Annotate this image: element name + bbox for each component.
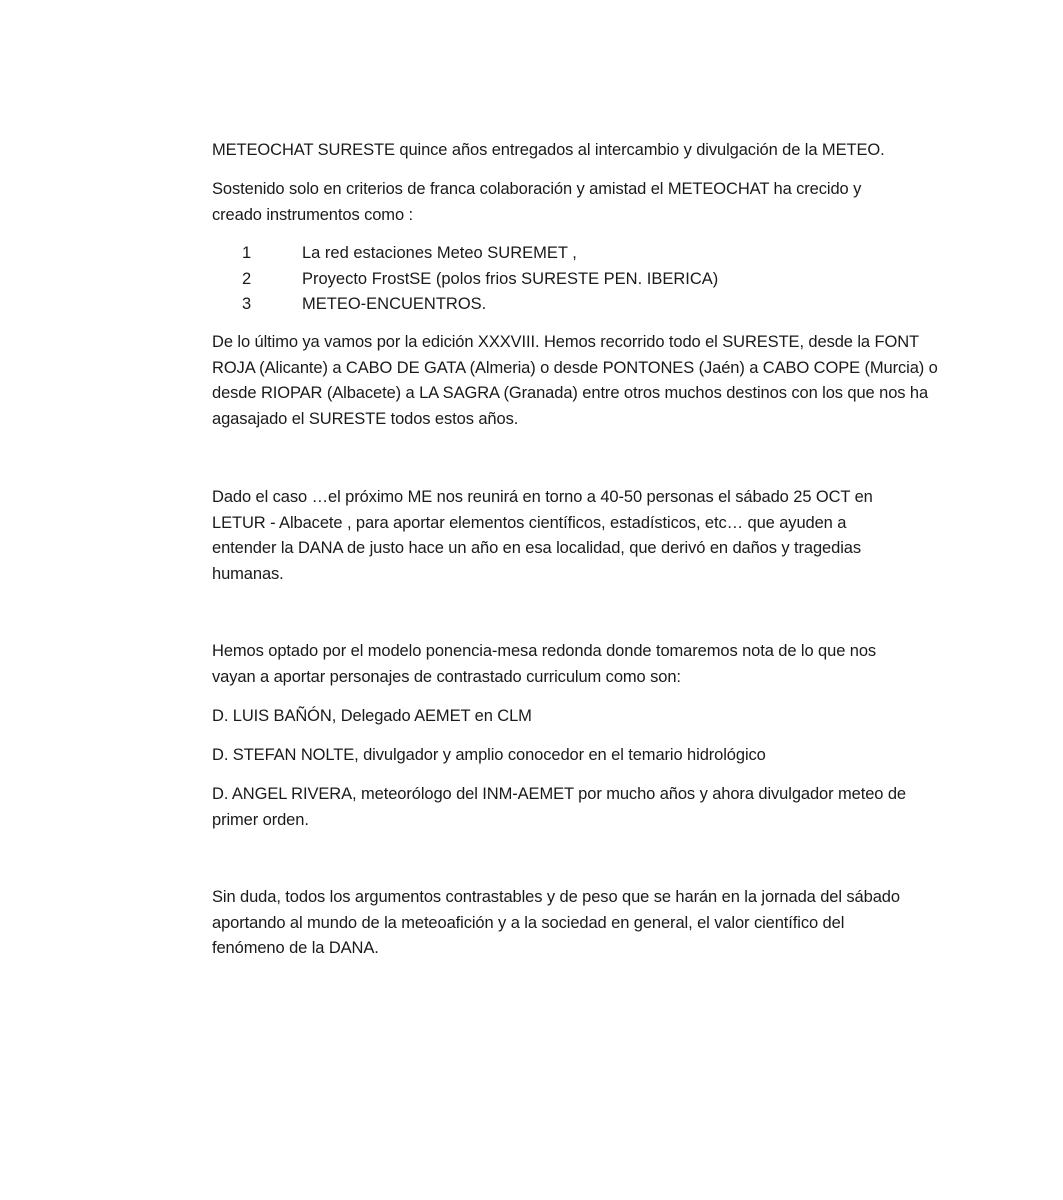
next-meeting-paragraph — [212, 485, 912, 587]
list-item-number: 2 — [242, 269, 252, 288]
list-item — [212, 292, 952, 318]
last-edition-text: De lo último ya vamos por la edición XXXVIII. Hemos recorrido todo el SURESTE, desde la FONT ROJA (Alicante) a CABO DE GATA (Almeria) o desde PONTONES (Jaén) a CABO COPE (Murcia) o desde RIOPAR (Albacete) a LA SAGRA (Granada) entre otros muchos destinos con los que nos ha agasajado el SURESTE todos estos años. — [212, 333, 938, 428]
speaker-text: D. LUIS BAÑÓN, Delegado AEMET en CLM — [212, 707, 532, 725]
list-item-number: 3 — [242, 295, 252, 313]
sustained-paragraph — [212, 177, 902, 228]
speaker-item — [212, 743, 952, 769]
list-item — [212, 241, 952, 267]
sustained-text: Sostenido solo en criterios de franca colaboración y amistad el METEOCHAT ha crecido y creado instrumentos como : — [212, 180, 862, 224]
speaker-item — [212, 704, 952, 730]
model-paragraph — [212, 639, 922, 690]
instruments-list — [212, 241, 952, 318]
next-meeting-text: Dado el caso …el próximo ME nos reunirá en torno a 40-50 personas el sábado 25 OCT en LETUR - Albacete , para aportar elementos científicos, estadísticos, etc… que ayuden a entender la DANA de justo hace un año en esa localidad, que derivó en daños y tragedias humanas. — [212, 488, 873, 583]
model-text: Hemos optado por el modelo ponencia-mesa redonda donde tomaremos nota de lo que nos vayan a aportar personajes de contrastado curriculum como son: — [212, 642, 877, 686]
closing-paragraph — [212, 885, 912, 962]
intro-text: METEOCHAT SURESTE quince años entregados al intercambio y divulgación de la METEO. — [212, 141, 885, 159]
list-item-text: La red estaciones Meteo SUREMET , — [302, 244, 577, 262]
list-item-text: METEO-ENCUENTROS. — [302, 295, 487, 313]
speaker-item — [212, 782, 940, 833]
closing-text: Sin duda, todos los argumentos contrastables y de peso que se harán en la jornada del sábado aportando al mundo de la meteoafición y a la sociedad en general, el valor científico del fenómeno de la DANA. — [212, 888, 900, 957]
speaker-text: D. STEFAN NOLTE, divulgador y amplio conocedor en el temario hidrológico — [212, 746, 766, 764]
last-edition-paragraph — [212, 330, 940, 432]
list-item — [212, 267, 952, 293]
intro-paragraph — [212, 138, 952, 164]
list-item-number: 1 — [242, 244, 252, 262]
speaker-text: D. ANGEL RIVERA, meteorólogo del INM-AEMET por mucho años y ahora divulgador meteo de primer orden. — [212, 785, 906, 829]
list-item-text: Proyecto FrostSE (polos frios SURESTE PEN. IBERICA) — [302, 269, 719, 288]
